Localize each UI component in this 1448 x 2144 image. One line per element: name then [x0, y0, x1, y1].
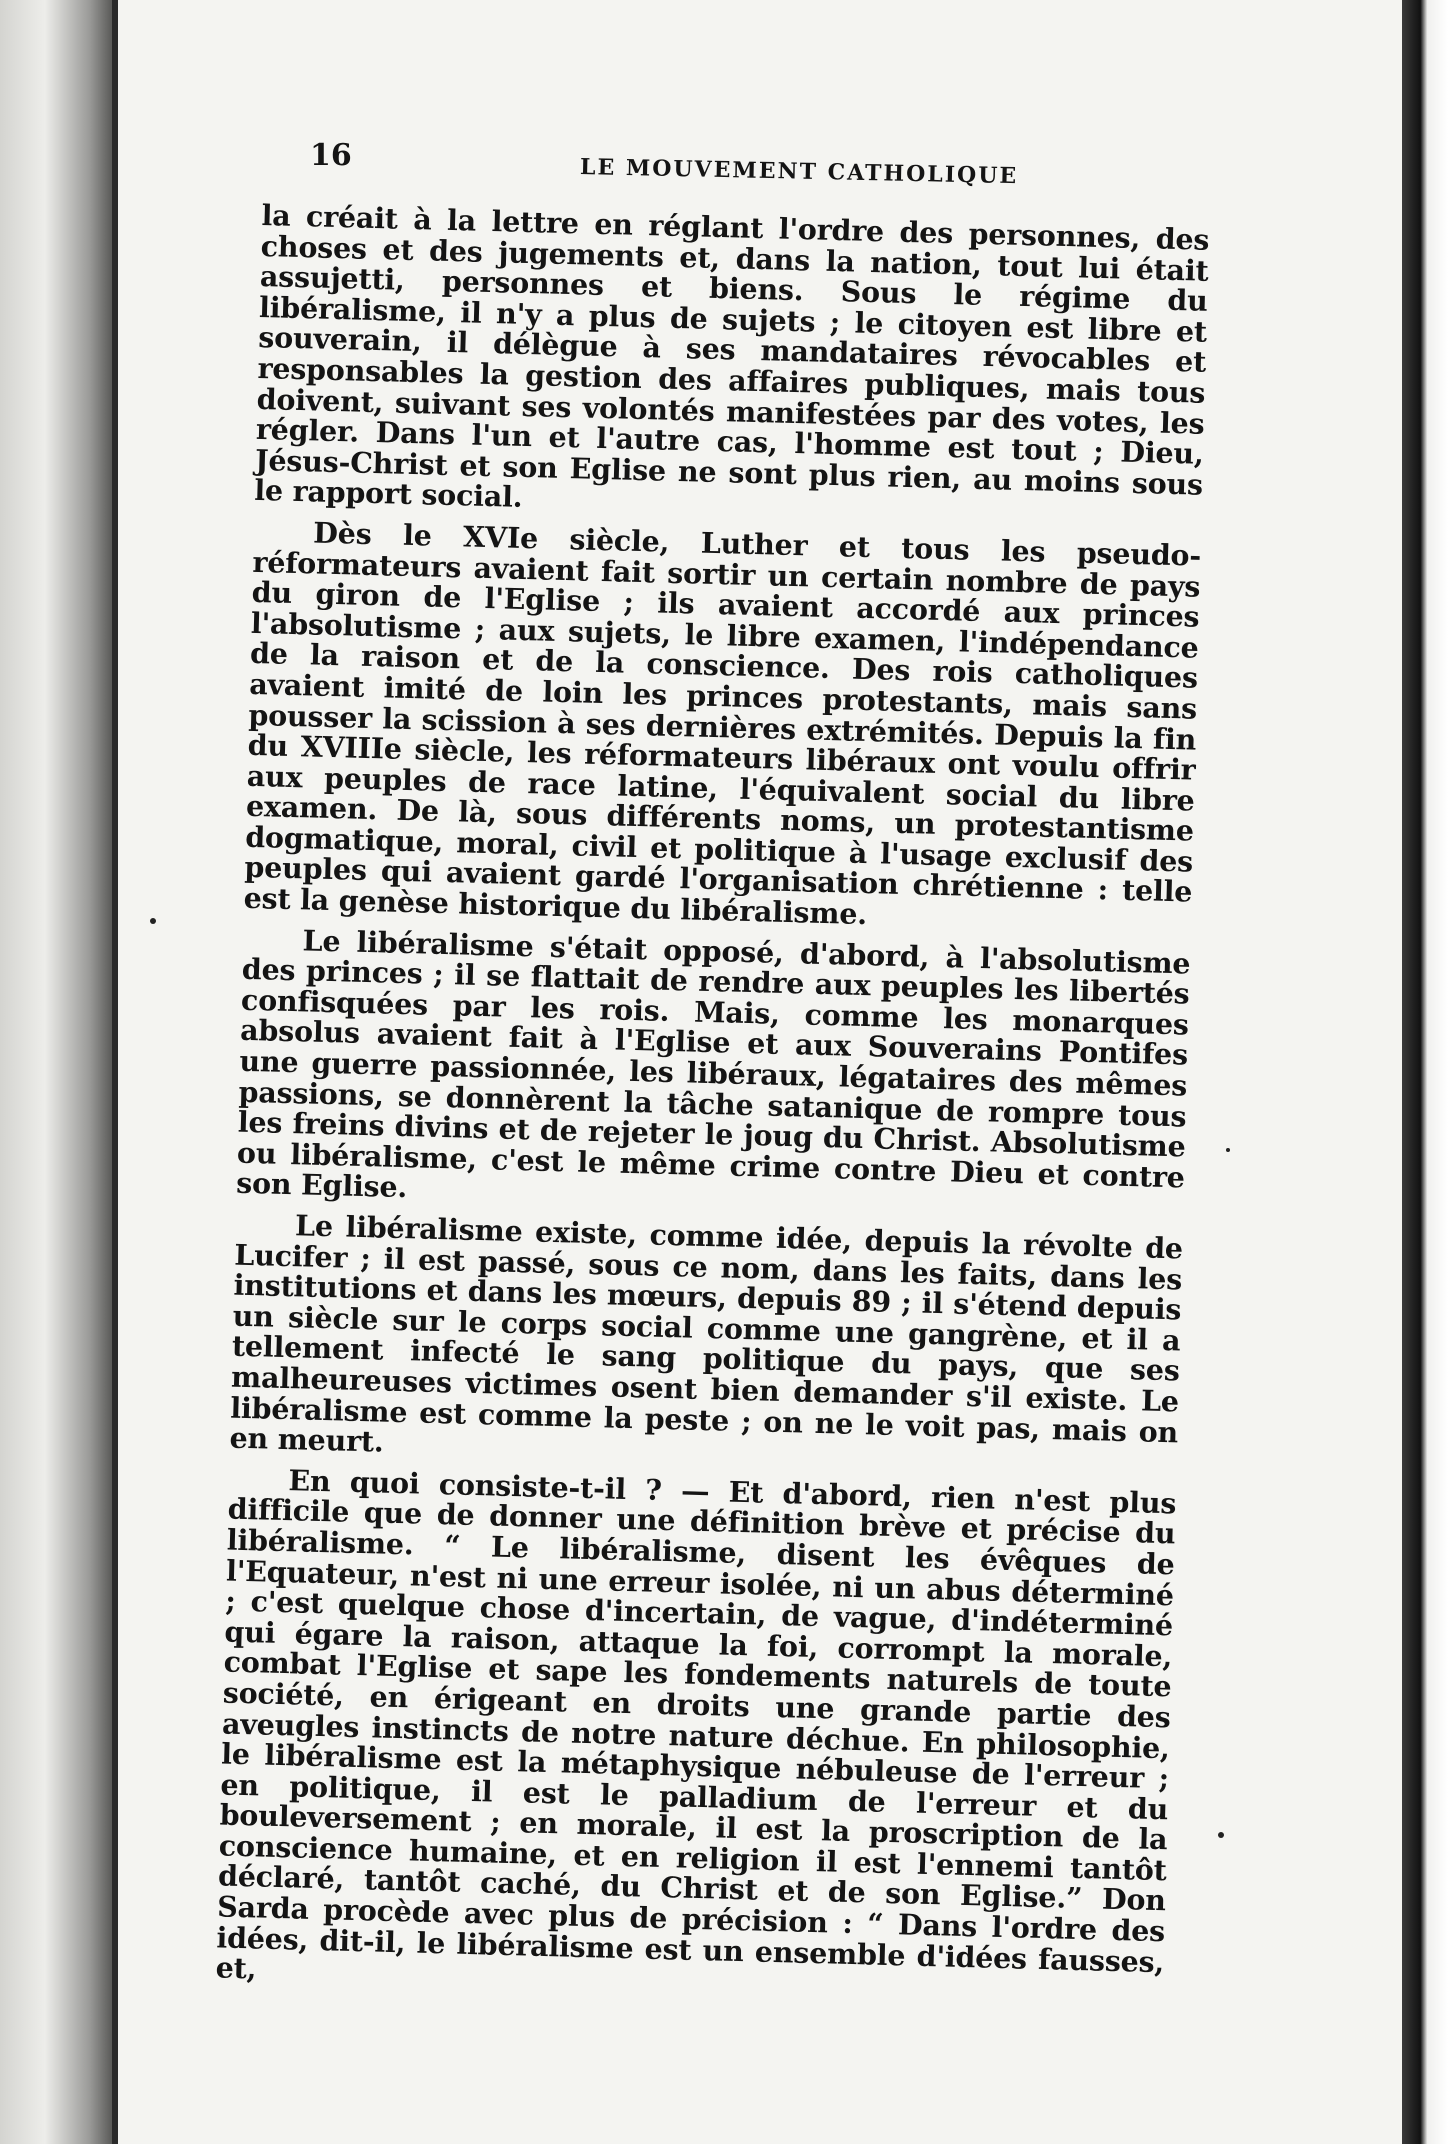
- paragraph: Dès le XVIe siècle, Luther et tous les pseudo-réformateurs avaient fait sortir un certain nombre de pays du giron de l'Eglise ; ils avaient accordé aux princes l'absolutisme ; aux sujets, le libre examen, l'indépendance de la raison et de la conscience. Des rois catholiques avaient imité de loin les princes protestants, mais sans pousser la scission à ses dernières extrémités. Depuis la fin du XVIIIe siècle, les réformateurs libéraux ont voulu offrir aux peuples de race latine, l'équivalent social du libre examen. De là, sous différents noms, un protestantisme dogmatique, moral, civil et politique à l'usage exclusif des peuples qui avaient gardé l'organisation chrétienne : telle est la genèse historique du libéralisme.: [243, 515, 1202, 932]
- scan-speck: [150, 918, 156, 924]
- page-number: 16: [310, 138, 352, 173]
- paragraph: Le libéralisme s'était opposé, d'abord, à l'absolutisme des princes ; il se flattait de rendre aux peuples les libertés confisquées par les rois. Mais, comme les monarques absolus avaient fait à l'Eglise et aux Souverains Pontifes une guerre passionnée, les libéraux, légataires des mêmes passions, se donnèrent la tâche satanique de rompre tous les freins divins et de rejeter le joug du Christ. Absolutisme ou libéralisme, c'est le même crime contre Dieu et contre son Eglise.: [235, 922, 1191, 1205]
- scan-right-margin: [1402, 0, 1448, 2144]
- running-head: LE MOUVEMENT CATHOLIQUE: [579, 154, 1019, 190]
- paragraph: En quoi consiste-t-il ? — Et d'abord, rien n'est plus difficile que de donner une définition brève et précise du libéralisme. “ Le libéralisme, disent les évêques de l'Equateur, n'est ni une erreur isolée, ni un abus déterminé ; c'est quelque chose d'incertain, de vague, d'indéterminé qui égare la raison, attaque la foi, corrompt la morale, combat l'Eglise et sape les fondements naturels de toute société, en érigeant en droits une grande partie des aveugles instincts de notre nature déchue. En philosophie, le libéralisme est la métaphysique nébuleuse de l'erreur ; en politique, il est le palladium de l'erreur et du bouleversement ; en morale, il est la proscription de la conscience humaine, et en religion il est l'ennemi tantôt déclaré, tantôt caché, du Christ et de son Eglise.” Don Sarda procède avec plus de précision : “ Dans l'ordre des idées, dit-il, le libéralisme est un ensemble d'idées fausses, et,: [215, 1462, 1177, 1986]
- paragraph: la créait à la lettre en réglant l'ordre des personnes, des choses et des jugements et, dans la nation, tout lui était assujetti, personnes et biens. Sous le régime du libéralisme, il n'y a plus de sujets ; le citoyen est libre et souverain, il délègue à ses mandataires révocables et responsables la gestion des affaires publiques, mais tous doivent, suivant ses volontés manifestées par des votes, les régler. Dans l'un et l'autre cas, l'homme est tout ; Dieu, Jésus-Christ et son Eglise ne sont plus rien, au moins sous le rapport social.: [253, 198, 1210, 515]
- paragraph: Le libéralisme existe, comme idée, depuis la révolte de Lucifer ; il est passé, sous ce nom, dans les faits, dans les institutions et dans les mœurs, depuis 89 ; il s'étend depuis un siècle sur le corps social comme une gangrène, et il a tellement infecté le sang politique du pays, que ses malheureuses victimes osent bien demander s'il existe. Le libéralisme est comme la peste ; on ne le voit pas, mais on en meurt.: [229, 1208, 1184, 1459]
- page-header: [310, 132, 1290, 192]
- scan-speck: [1218, 1832, 1224, 1838]
- scan-left-margin: [0, 0, 112, 2144]
- scan-speck: [1226, 1148, 1230, 1152]
- body-text: [215, 200, 1210, 2018]
